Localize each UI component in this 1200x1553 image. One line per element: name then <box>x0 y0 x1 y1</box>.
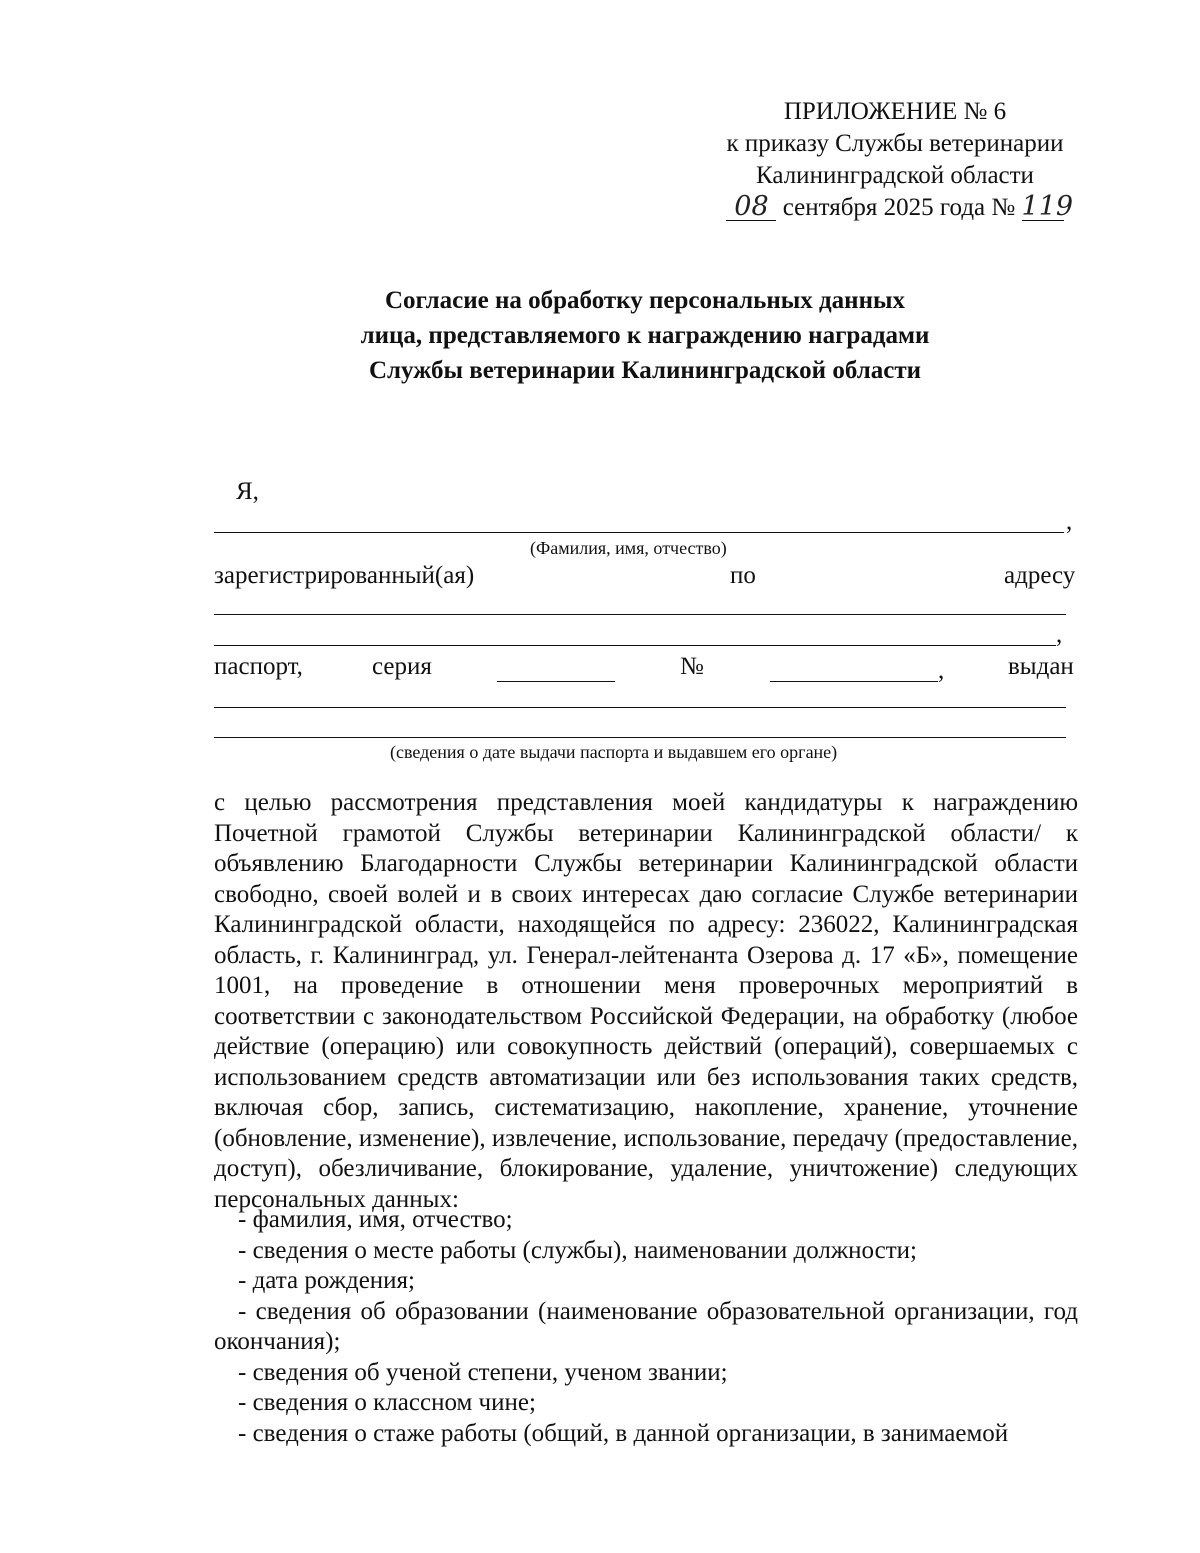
address-label: адресу <box>1004 562 1076 589</box>
address-line-1 <box>214 614 1066 615</box>
issued-line-1 <box>214 707 1066 708</box>
title-line-3: Службы ветеринарии Калининградской области <box>368 357 922 384</box>
consent-paragraph: с целью рассмотрения представления моей кандидатуры к награждению Почетной грамотой Службы ветеринарии Калининградской области/ к объявлению Благодарности Службы ветеринарии Калининградской области свободно, своей волей и в своих интересах даю согласие Службе ветеринарии Калининградской области, находящейся по адресу: 236022, Калининградская область, г. Калининград, ул. Генерал-лейтенанта Озерова д. 17 «Б», помещение 1001, на проведение в отношении меня проверочных мероприятий в соответствии с законодательством Российской Федерации, на обработку (любое действие (операцию) или совокупность действий (операций), совершаемых с использованием средств автоматизации или без использования таких средств, включая сбор, запись, систематизацию, накопление, хранение, уточнение (обновление, изменение), извлечение, использование, передачу (предоставление, доступ), обезличивание, блокирование, удаление, уничтожение) следующих персональных данных: <box>214 789 1078 1213</box>
appendix-region: Калининградской области <box>756 162 1034 189</box>
list-item: - сведения о стаже работы (общий, в данной организации, в занимаемой <box>238 1419 1009 1447</box>
title-line-1: Согласие на обработку персональных данных <box>384 287 905 314</box>
appendix-month-year: сентября 2025 года № <box>782 194 1016 221</box>
consent-body <box>214 788 1078 1215</box>
number-sign: № <box>680 653 704 680</box>
issued-line-2 <box>214 737 1066 738</box>
issued-label: выдан <box>1008 653 1074 680</box>
fio-caption: (Фамилия, имя, отчество) <box>530 538 727 558</box>
fio-comma: , <box>1066 508 1073 535</box>
registered-label: зарегистрированный(ая) <box>214 562 475 589</box>
document-title <box>200 283 1090 388</box>
list-item: - фамилия, имя, отчество; <box>238 1206 513 1233</box>
list-item: - сведения о месте работы (службы), наименовании должности; <box>238 1236 917 1264</box>
list-item: - сведения о классном чине; <box>238 1389 536 1416</box>
passport-caption: (сведения о дате выдачи паспорта и выдавшем его органе) <box>390 742 838 762</box>
appendix-order-ref: к приказу Службы ветеринарии <box>726 130 1064 157</box>
passport-label: паспорт, <box>214 653 303 680</box>
handwritten-day: 08 <box>726 194 776 221</box>
appendix-title: ПРИЛОЖЕНИЕ № 6 <box>783 98 1007 125</box>
list-item: - дата рождения; <box>238 1267 415 1294</box>
po-label: по <box>730 562 756 589</box>
list-item: - сведения об образовании (наименование образовательной организации, год окончания); <box>214 1297 1078 1355</box>
address-line-2 <box>214 645 1056 646</box>
series-label: серия <box>372 653 432 680</box>
series-field-line <box>497 681 615 682</box>
personal-data-list <box>214 1205 1078 1449</box>
passport-number-field-line <box>770 681 938 682</box>
appendix-date-line <box>700 192 1090 224</box>
passport-number-comma: , <box>938 657 945 684</box>
appendix-block <box>700 96 1090 224</box>
title-line-2: лица, представляемого к награждению наградами <box>360 322 930 349</box>
fio-line <box>214 532 1064 533</box>
handwritten-order-number: 119 <box>1021 191 1074 222</box>
address-comma: , <box>1056 621 1063 648</box>
i-label: Я, <box>236 478 259 505</box>
list-item: - сведения об ученой степени, ученом звании; <box>238 1358 728 1386</box>
